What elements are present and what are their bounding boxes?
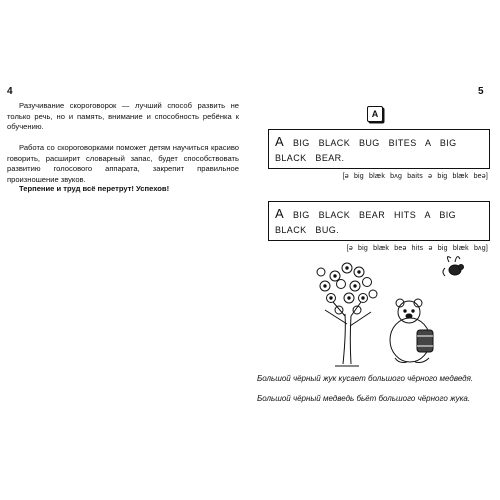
caption-translation-1: Большой чёрный жук кусает большого чёрного медведя. — [257, 374, 474, 383]
transcription-2: [ə big blæk beə hits ə big blæk bʌg] — [346, 245, 488, 252]
caption-translation-2: Большой чёрный медведь бьёт большого чёрного жука. — [257, 394, 471, 403]
right-page — [250, 0, 500, 500]
tree-crown — [317, 263, 377, 314]
page-number-right: 5 — [478, 86, 484, 97]
letter-key-badge: A — [367, 106, 383, 122]
bug — [443, 257, 464, 276]
tongue-twister-box-2 — [268, 201, 490, 241]
phrase1-first-letter: A — [275, 134, 285, 149]
benefits-paragraph: Работа со скороговорками поможет детям научиться красиво говорить, расширит словарный запас, будет способствовать развитию голосового аппарата, закрепит правильное произношение звуков. — [7, 143, 239, 184]
tongue-twister-box-1 — [268, 129, 490, 169]
bear-tree-illustration — [295, 254, 485, 369]
phrase2-first-letter: A — [275, 206, 285, 221]
tree-trunk — [325, 302, 371, 366]
phrase2-rest: BIG BLACK BEAR HITS A BIG BLACK BUG. — [275, 210, 457, 235]
tongue-twister-2 — [275, 206, 483, 238]
tongue-twister-1 — [275, 134, 483, 166]
honey-barrel — [417, 330, 433, 352]
intro-paragraph: Разучивание скороговорок — лучший способ развить не только речь, но и память, внимание и способность ребёнка к обучению. — [7, 101, 239, 132]
phrase1-rest: BIG BLACK BUG BITES A BIG BLACK BEAR. — [275, 138, 457, 163]
transcription-1: [ə big blæk bʌg baits ə big blæk beə] — [342, 173, 488, 180]
encouragement-text: Терпение и труд всё перетрут! Успехов! — [19, 184, 170, 193]
page-number-left: 4 — [7, 86, 13, 97]
